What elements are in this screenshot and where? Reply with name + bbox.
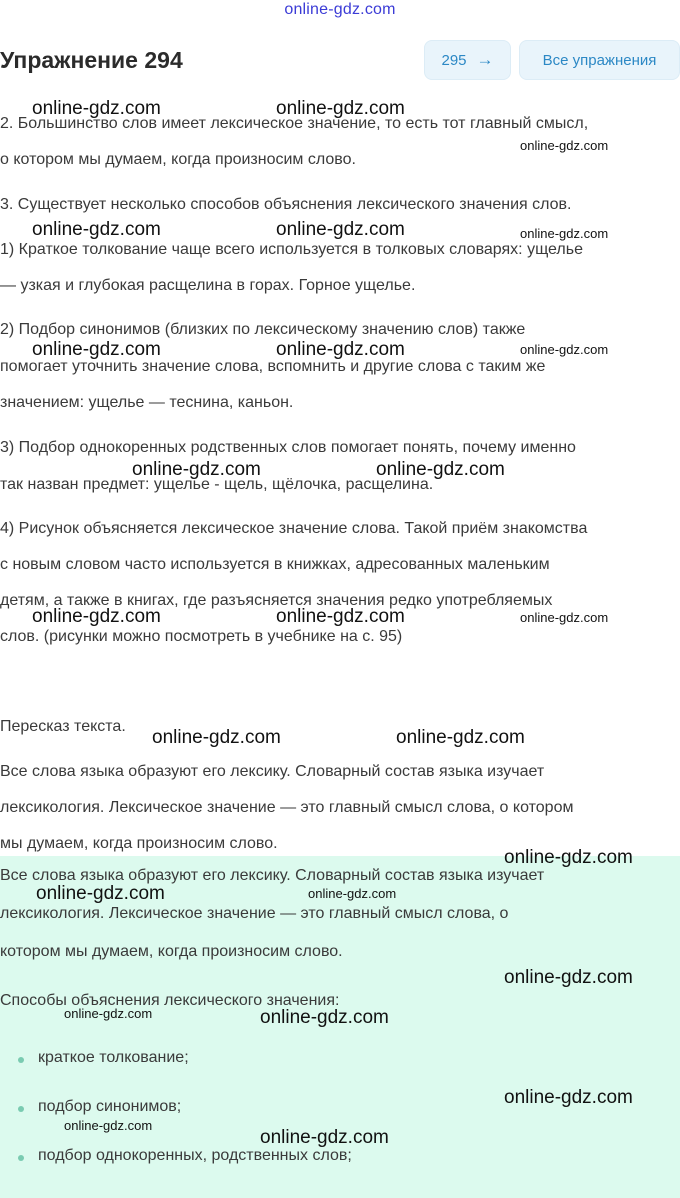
text-line: значением: ущелье — теснина, каньон. [0,394,294,411]
watermark: online-gdz.com [260,1127,389,1148]
watermark: online-gdz.com [308,886,397,901]
watermark: online-gdz.com [376,459,505,480]
text-line: помогает уточнить значение слова, вспомнить и другие слова с таким же [0,358,546,375]
text-line: Пересказ текста. [0,718,126,735]
text-line: 3. Существует несколько способов объяснения лексического значения слов. [0,196,572,213]
watermark: online-gdz.com [36,883,165,904]
text-line: 2. Большинство слов имеет лексическое значение, то есть тот главный смысл, [0,115,589,132]
text-line: 1) Краткое толкование чаще всего используется в толковых словарях: ущелье [0,241,583,258]
site-logo[interactable]: online-gdz.com [284,1,396,18]
answer-line: Все слова языка образуют его лексику. Словарный состав языка изучает [0,867,545,884]
answer-line: котором мы думаем, когда произносим слово. [0,943,343,960]
text-line: 2) Подбор синонимов (близких по лексическому значению слов) также [0,321,526,338]
list-item: подбор однокоренных, родственных слов; [38,1147,352,1164]
text-line: 3) Подбор однокоренных родственных слов помогает понять, почему именно [0,439,576,456]
text-line: 4) Рисунок объясняется лексическое значение слова. Такой приём знакомства [0,520,588,537]
watermark: online-gdz.com [276,606,405,627]
watermark: online-gdz.com [64,1118,153,1133]
watermark: online-gdz.com [276,339,405,360]
text-line: мы думаем, когда произносим слово. [0,835,278,852]
watermark: online-gdz.com [520,342,609,357]
watermark: online-gdz.com [152,727,281,748]
arrow-right-icon: → [476,50,494,69]
all-exercises-label: Все упражнения [542,51,657,69]
exercise-header [0,40,680,82]
watermark: online-gdz.com [276,98,405,119]
watermark: online-gdz.com [260,1007,389,1028]
next-exercise-button[interactable] [424,40,511,80]
text-line: Все слова языка образуют его лексику. Словарный состав языка изучает [0,763,545,780]
page-title: Упражнение 294 [0,47,183,73]
watermark: online-gdz.com [504,847,633,868]
next-exercise-label: 295 [441,51,467,69]
text-line: с новым словом часто используется в книжках, адресованных маленьким [0,556,550,573]
watermark: online-gdz.com [520,226,609,241]
bullet-dot-icon [18,1155,24,1161]
watermark: online-gdz.com [276,219,405,240]
text-line: детям, а также в книгах, где разъясняется значения редко употребляемых [0,592,553,609]
text-line: слов. (рисунки можно посмотреть в учебнике на с. 95) [0,628,403,645]
all-exercises-button[interactable] [519,40,680,80]
list-item: подбор синонимов; [38,1098,182,1115]
answer-line: Способы объяснения лексического значения: [0,992,340,1009]
text-line: так назван предмет: ущелье - щель, щёлочка, расщелина. [0,476,434,493]
watermark: online-gdz.com [520,138,609,153]
bullet-dot-icon [18,1106,24,1112]
watermark: online-gdz.com [520,610,609,625]
watermark: online-gdz.com [32,339,161,360]
text-line: о котором мы думаем, когда произносим слово. [0,151,356,168]
watermark: online-gdz.com [504,1087,633,1108]
watermark: online-gdz.com [64,1006,153,1021]
bullet-dot-icon [18,1057,24,1063]
text-line: лексикология. Лексическое значение — это главный смысл слова, о котором [0,799,574,816]
text-line: — узкая и глубокая расщелина в горах. Горное ущелье. [0,277,416,294]
list-item: краткое толкование; [38,1049,189,1066]
watermark: online-gdz.com [396,727,525,748]
watermark: online-gdz.com [32,98,161,119]
watermark: online-gdz.com [504,967,633,988]
watermark: online-gdz.com [32,606,161,627]
watermark: online-gdz.com [132,459,261,480]
watermark: online-gdz.com [32,219,161,240]
answer-line: лексикология. Лексическое значение — это главный смысл слова, о [0,905,509,922]
